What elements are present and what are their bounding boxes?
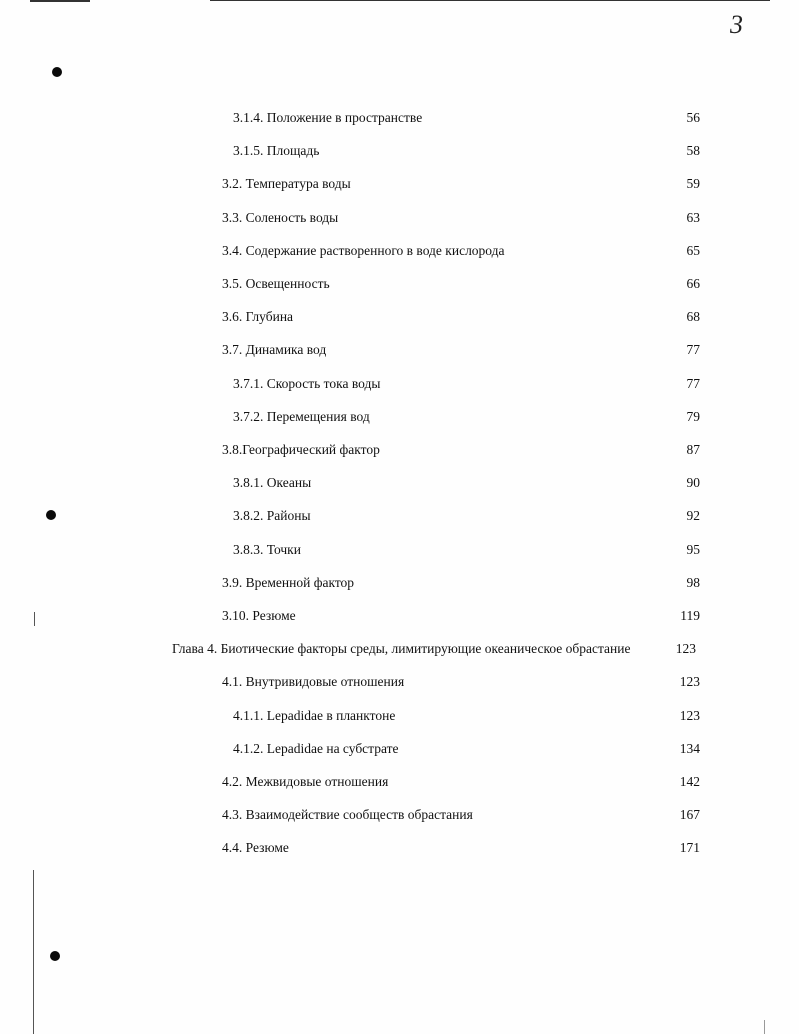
toc-entry-page: 171 <box>679 840 700 855</box>
punch-hole <box>46 510 56 520</box>
toc-entry-label: 4.1.1. Lepadidae в планктоне <box>233 708 396 723</box>
toc-entry-page: 119 <box>680 608 700 623</box>
toc-entry-label: 3.2. Температура воды <box>222 176 351 191</box>
toc-entry-label: 3.7.2. Перемещения вод <box>233 409 370 424</box>
toc-entry-page: 59 <box>686 176 700 191</box>
toc-entry-label: 3.7. Динамика вод <box>222 342 327 357</box>
toc-entry-label: 3.1.5. Площадь <box>233 143 320 158</box>
toc-entry-label: 3.3. Соленость воды <box>222 210 339 225</box>
toc-entry-page: 123 <box>679 708 700 723</box>
margin-line <box>764 1020 765 1034</box>
punch-hole <box>52 67 62 77</box>
toc-entry-label: 3.8.2. Районы <box>233 508 311 523</box>
margin-line <box>34 612 35 626</box>
toc-entry-page: 63 <box>686 210 700 225</box>
toc-entry-label: Глава 4. Биотические факторы среды, лимитирующие океаническое обрастание <box>172 641 631 656</box>
toc-entry-label: 3.8.1. Океаны <box>233 475 312 490</box>
toc-entry-label: 3.8.Географический фактор <box>222 442 380 457</box>
toc-entry-label: 3.4. Содержание растворенного в воде кислорода <box>222 243 505 258</box>
toc-entry-page: 123 <box>679 674 700 689</box>
toc-entry-label: 3.1.4. Положение в пространстве <box>233 110 423 125</box>
top-rule <box>30 0 90 2</box>
toc-entry-label: 3.9. Временной фактор <box>222 575 355 590</box>
toc-entry-label: 3.7.1. Скорость тока воды <box>233 376 381 391</box>
toc-entry-page: 92 <box>686 508 700 523</box>
toc-entry-page: 134 <box>679 741 700 756</box>
punch-hole <box>50 951 60 961</box>
toc-entry-label: 4.1. Внутривидовые отношения <box>222 674 405 689</box>
toc-entry-label: 4.1.2. Lepadidae на субстрате <box>233 741 399 756</box>
toc-entry-page: 87 <box>686 442 700 457</box>
toc-entry-page: 56 <box>686 110 700 125</box>
toc-entry-label: 4.2. Межвидовые отношения <box>222 774 389 789</box>
margin-line <box>33 870 34 1034</box>
toc-entry-label: 3.5. Освещенность <box>222 276 330 291</box>
toc-entry-page: 77 <box>686 376 700 391</box>
toc-entry-page: 142 <box>679 774 700 789</box>
toc-entry-label: 4.3. Взаимодействие сообществ обрастания <box>222 807 473 822</box>
toc-entry-page: 79 <box>686 409 700 424</box>
toc-entry-label: 3.10. Резюме <box>222 608 296 623</box>
toc-entry-page: 95 <box>686 542 700 557</box>
toc-entry-page: 58 <box>686 143 700 158</box>
top-rule <box>210 0 770 1</box>
toc-entry-label: 4.4. Резюме <box>222 840 289 855</box>
toc-entry-page: 77 <box>686 342 700 357</box>
toc-entry-page: 65 <box>686 243 700 258</box>
toc-entry-page: 68 <box>686 309 700 324</box>
toc-entry-page: 66 <box>686 276 700 291</box>
toc-entry-page: 167 <box>679 807 700 822</box>
toc-entry-page: 123 <box>675 641 696 656</box>
toc-entry-page: 98 <box>686 575 700 590</box>
toc-entry-label: 3.6. Глубина <box>222 309 294 324</box>
toc-entry-label: 3.8.3. Точки <box>233 542 301 557</box>
page-number: 3 <box>730 10 743 39</box>
toc-entry-page: 90 <box>686 475 700 490</box>
